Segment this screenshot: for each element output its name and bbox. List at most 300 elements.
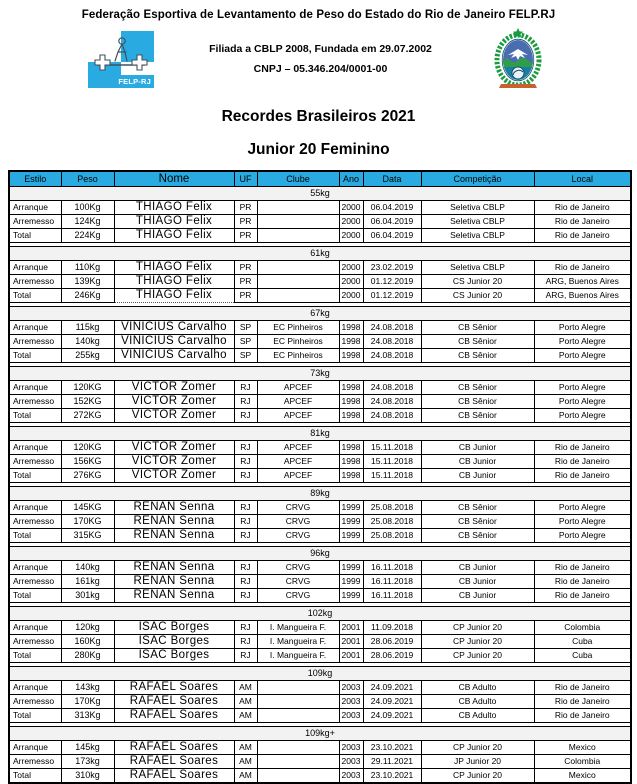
cell-uf: RJ xyxy=(234,469,257,483)
cell-peso: 143kg xyxy=(61,681,114,695)
cell-nome: VICTOR Zomer xyxy=(114,395,234,409)
category-row xyxy=(9,247,631,261)
cell-clube xyxy=(257,289,339,303)
cell-estilo: Arranque xyxy=(9,441,61,455)
cell-uf: PR xyxy=(234,201,257,215)
cell-estilo: Arremesso xyxy=(9,335,61,349)
cell-uf: RJ xyxy=(234,501,257,515)
cell-clube xyxy=(257,709,339,723)
cell-data: 01.12.2019 xyxy=(363,275,421,289)
cell-uf: PR xyxy=(234,215,257,229)
cell-clube: APCEF xyxy=(257,469,339,483)
cell-ano: 1998 xyxy=(339,395,363,409)
column-header-competicao: Competição xyxy=(421,171,534,187)
page-title: Recordes Brasileiros 2021 xyxy=(221,108,416,125)
cell-estilo: Total xyxy=(9,529,61,543)
cell-local: ARG, Buenos Aires xyxy=(534,289,631,303)
cell-data: 06.04.2019 xyxy=(363,201,421,215)
cell-peso: 140kg xyxy=(61,561,114,575)
cell-clube xyxy=(257,275,339,289)
cell-uf: AM xyxy=(234,709,257,723)
cell-estilo: Total xyxy=(9,469,61,483)
cell-competicao: CB Junior xyxy=(421,561,534,575)
cell-data: 25.08.2018 xyxy=(363,515,421,529)
cell-ano: 1999 xyxy=(339,529,363,543)
category-row xyxy=(9,427,631,441)
cell-ano: 2000 xyxy=(339,261,363,275)
record-row xyxy=(9,621,631,635)
cell-competicao: CP Junior 20 xyxy=(421,621,534,635)
cell-data: 28.06.2019 xyxy=(363,635,421,649)
category-label: 81kg xyxy=(9,427,631,441)
category-row xyxy=(9,367,631,381)
cell-peso: 145KG xyxy=(61,501,114,515)
cell-ano: 1998 xyxy=(339,455,363,469)
category-row xyxy=(9,547,631,561)
cell-uf: SP xyxy=(234,349,257,363)
cell-clube: I. Mangueira F. xyxy=(257,635,339,649)
cell-clube: CRVG xyxy=(257,529,339,543)
cell-peso: 255kg xyxy=(61,349,114,363)
cell-clube: CRVG xyxy=(257,589,339,603)
cell-data: 16.11.2018 xyxy=(363,589,421,603)
cell-clube: CRVG xyxy=(257,575,339,589)
cell-local: Rio de Janeiro xyxy=(534,261,631,275)
record-row xyxy=(9,755,631,769)
cell-peso: 160Kg xyxy=(61,635,114,649)
cell-nome: RENAN Senna xyxy=(114,589,234,603)
cell-peso: 120KG xyxy=(61,381,114,395)
cell-nome: RENAN Senna xyxy=(114,561,234,575)
category-label: 109kg xyxy=(9,667,631,681)
record-row xyxy=(9,261,631,275)
record-row xyxy=(9,529,631,543)
cell-data: 24.09.2021 xyxy=(363,695,421,709)
cell-ano: 1998 xyxy=(339,321,363,335)
cell-local: Rio de Janeiro xyxy=(534,201,631,215)
cell-nome: VINICIUS Carvalho xyxy=(114,335,234,349)
cell-ano: 2003 xyxy=(339,769,363,784)
cell-ano: 1998 xyxy=(339,441,363,455)
category-label: 67kg xyxy=(9,307,631,321)
cnpj-line: CNPJ – 05.346.204/0001-00 xyxy=(253,63,388,75)
cell-estilo: Total xyxy=(9,349,61,363)
category-label: 96kg xyxy=(9,547,631,561)
cell-estilo: Arranque xyxy=(9,201,61,215)
column-header-clube: Clube xyxy=(257,171,339,187)
cell-nome: RAFAEL Soares xyxy=(114,741,234,755)
cell-nome: THIAGO Felix xyxy=(114,275,234,289)
cell-competicao: CP Junior 20 xyxy=(421,741,534,755)
cell-local: Rio de Janeiro xyxy=(534,561,631,575)
cell-ano: 1999 xyxy=(339,515,363,529)
cell-nome: RAFAEL Soares xyxy=(114,709,234,723)
cell-nome: RAFAEL Soares xyxy=(114,755,234,769)
cell-local: Mexico xyxy=(534,741,631,755)
cell-nome: ISAC Borges xyxy=(114,621,234,635)
cell-peso: 173kg xyxy=(61,755,114,769)
record-row xyxy=(9,501,631,515)
cell-uf: PR xyxy=(234,275,257,289)
cell-data: 24.08.2018 xyxy=(363,381,421,395)
cell-data: 15.11.2018 xyxy=(363,469,421,483)
cell-competicao: CB Sênior xyxy=(421,381,534,395)
cell-peso: 170KG xyxy=(61,515,114,529)
cell-data: 15.11.2018 xyxy=(363,441,421,455)
record-row xyxy=(9,575,631,589)
cell-uf: RJ xyxy=(234,635,257,649)
column-header-peso: Peso xyxy=(61,171,114,187)
cell-clube: CRVG xyxy=(257,501,339,515)
cell-nome: VICTOR Zomer xyxy=(114,469,234,483)
cell-competicao: JP Junior 20 xyxy=(421,755,534,769)
felp-rj-logo xyxy=(88,31,154,88)
cell-estilo: Arranque xyxy=(9,321,61,335)
cell-data: 29.11.2021 xyxy=(363,755,421,769)
cell-clube: APCEF xyxy=(257,409,339,423)
cell-nome: RAFAEL Soares xyxy=(114,681,234,695)
cell-competicao: CP Junior 20 xyxy=(421,769,534,784)
cell-nome: VICTOR Zomer xyxy=(114,441,234,455)
record-row xyxy=(9,441,631,455)
cell-estilo: Arremesso xyxy=(9,755,61,769)
cell-peso: 315KG xyxy=(61,529,114,543)
cell-local: Cuba xyxy=(534,649,631,663)
cell-uf: RJ xyxy=(234,529,257,543)
cell-data: 15.11.2018 xyxy=(363,455,421,469)
cell-ano: 2001 xyxy=(339,621,363,635)
cell-data: 06.04.2019 xyxy=(363,215,421,229)
record-row xyxy=(9,335,631,349)
record-row xyxy=(9,275,631,289)
cell-ano: 1998 xyxy=(339,381,363,395)
column-header-nome: Nome xyxy=(114,171,234,187)
cell-estilo: Arranque xyxy=(9,681,61,695)
cell-local: Porto Alegre xyxy=(534,395,631,409)
cell-local: Porto Alegre xyxy=(534,501,631,515)
cell-peso: 139Kg xyxy=(61,275,114,289)
cell-uf: RJ xyxy=(234,455,257,469)
cell-peso: 152KG xyxy=(61,395,114,409)
felp-logo-text: FELP-RJ xyxy=(114,75,154,88)
cell-nome: RENAN Senna xyxy=(114,529,234,543)
category-row xyxy=(9,607,631,621)
cell-competicao: CS Junior 20 xyxy=(421,289,534,303)
cell-clube: APCEF xyxy=(257,441,339,455)
cell-clube: CRVG xyxy=(257,561,339,575)
record-row xyxy=(9,741,631,755)
page-subtitle: Junior 20 Feminino xyxy=(247,141,390,158)
cell-ano: 1999 xyxy=(339,501,363,515)
column-header-estilo: Estilo xyxy=(9,171,61,187)
cell-competicao: CB Junior xyxy=(421,455,534,469)
cell-data: 25.08.2018 xyxy=(363,529,421,543)
cell-clube xyxy=(257,261,339,275)
cell-data: 25.08.2018 xyxy=(363,501,421,515)
cell-nome: THIAGO Felix xyxy=(114,201,234,215)
cell-ano: 2003 xyxy=(339,741,363,755)
cell-clube: I. Mangueira F. xyxy=(257,649,339,663)
cell-local: Porto Alegre xyxy=(534,515,631,529)
cell-clube xyxy=(257,681,339,695)
cell-ano: 2000 xyxy=(339,229,363,243)
category-label: 109kg+ xyxy=(9,727,631,741)
cell-ano: 2000 xyxy=(339,201,363,215)
cell-competicao: CP Junior 20 xyxy=(421,649,534,663)
record-row xyxy=(9,349,631,363)
cell-uf: SP xyxy=(234,335,257,349)
cell-peso: 276KG xyxy=(61,469,114,483)
category-label: 61kg xyxy=(9,247,631,261)
cell-estilo: Total xyxy=(9,289,61,303)
cell-uf: RJ xyxy=(234,575,257,589)
cell-local: Rio de Janeiro xyxy=(534,681,631,695)
cell-ano: 1999 xyxy=(339,575,363,589)
cell-uf: RJ xyxy=(234,395,257,409)
cell-local: Rio de Janeiro xyxy=(534,469,631,483)
cell-peso: 313Kg xyxy=(61,709,114,723)
cell-uf: RJ xyxy=(234,381,257,395)
cell-estilo: Arremesso xyxy=(9,575,61,589)
cell-data: 24.08.2018 xyxy=(363,349,421,363)
cell-uf: RJ xyxy=(234,441,257,455)
record-row xyxy=(9,769,631,784)
table-header-row xyxy=(9,171,631,187)
cell-peso: 140kg xyxy=(61,335,114,349)
cell-competicao: CB Sênior xyxy=(421,349,534,363)
cell-peso: 272KG xyxy=(61,409,114,423)
record-row xyxy=(9,321,631,335)
cell-nome: VINICIUS Carvalho xyxy=(114,321,234,335)
cell-clube xyxy=(257,201,339,215)
records-table xyxy=(8,170,632,784)
cell-competicao: CB Junior xyxy=(421,441,534,455)
cell-uf: SP xyxy=(234,321,257,335)
cell-estilo: Arremesso xyxy=(9,515,61,529)
cell-data: 01.12.2019 xyxy=(363,289,421,303)
cell-estilo: Total xyxy=(9,649,61,663)
cell-local: Porto Alegre xyxy=(534,335,631,349)
cell-uf: RJ xyxy=(234,409,257,423)
cell-data: 24.08.2018 xyxy=(363,395,421,409)
cell-peso: 280Kg xyxy=(61,649,114,663)
cell-peso: 170Kg xyxy=(61,695,114,709)
cell-nome: RAFAEL Soares xyxy=(114,695,234,709)
cell-peso: 310kg xyxy=(61,769,114,784)
category-label: 73kg xyxy=(9,367,631,381)
cell-data: 23.10.2021 xyxy=(363,741,421,755)
cell-competicao: CP Junior 20 xyxy=(421,635,534,649)
affiliation-line: Filiada a CBLP 2008, Fundada em 29.07.2002 xyxy=(209,43,432,55)
cell-nome: RENAN Senna xyxy=(114,501,234,515)
cell-local: Porto Alegre xyxy=(534,409,631,423)
cell-competicao: CS Junior 20 xyxy=(421,275,534,289)
cell-clube xyxy=(257,215,339,229)
record-row xyxy=(9,201,631,215)
cell-estilo: Total xyxy=(9,409,61,423)
record-row xyxy=(9,635,631,649)
cell-ano: 2000 xyxy=(339,215,363,229)
cell-uf: AM xyxy=(234,741,257,755)
cell-ano: 1998 xyxy=(339,409,363,423)
cell-peso: 120kg xyxy=(61,621,114,635)
cell-estilo: Arremesso xyxy=(9,635,61,649)
cell-estilo: Total xyxy=(9,229,61,243)
record-row xyxy=(9,695,631,709)
cell-ano: 2003 xyxy=(339,755,363,769)
cell-peso: 110Kg xyxy=(61,261,114,275)
cell-ano: 1998 xyxy=(339,335,363,349)
cell-local: Colombia xyxy=(534,755,631,769)
cell-clube: APCEF xyxy=(257,455,339,469)
cell-local: Colombia xyxy=(534,621,631,635)
cell-nome: THIAGO Felix xyxy=(114,229,234,243)
cell-competicao: CB Sênior xyxy=(421,515,534,529)
cell-clube: CRVG xyxy=(257,515,339,529)
cell-ano: 1999 xyxy=(339,589,363,603)
organization-title: Federação Esportiva de Levantamento de Peso do Estado do Rio de Janeiro FELP.RJ xyxy=(81,9,556,21)
cell-nome: VICTOR Zomer xyxy=(114,409,234,423)
record-row xyxy=(9,469,631,483)
column-header-data: Data xyxy=(363,171,421,187)
cell-uf: AM xyxy=(234,681,257,695)
cell-estilo: Total xyxy=(9,769,61,784)
cell-ano: 2003 xyxy=(339,695,363,709)
cell-peso: 115kg xyxy=(61,321,114,335)
cell-data: 24.08.2018 xyxy=(363,409,421,423)
cell-clube: EC Pinheiros xyxy=(257,335,339,349)
record-row xyxy=(9,649,631,663)
cell-data: 24.09.2021 xyxy=(363,681,421,695)
cell-uf: RJ xyxy=(234,589,257,603)
cell-nome: VINICIUS Carvalho xyxy=(114,349,234,363)
cell-estilo: Total xyxy=(9,709,61,723)
cell-data: 28.06.2019 xyxy=(363,649,421,663)
cell-clube xyxy=(257,741,339,755)
cell-competicao: CB Junior xyxy=(421,589,534,603)
cell-local: Rio de Janeiro xyxy=(534,575,631,589)
category-row xyxy=(9,487,631,501)
category-label: 102kg xyxy=(9,607,631,621)
cell-clube xyxy=(257,769,339,784)
cell-estilo: Arranque xyxy=(9,381,61,395)
cell-data: 11.09.2018 xyxy=(363,621,421,635)
column-header-uf: UF xyxy=(234,171,257,187)
cell-ano: 2000 xyxy=(339,275,363,289)
cell-nome: ISAC Borges xyxy=(114,649,234,663)
cell-peso: 145kg xyxy=(61,741,114,755)
cell-local: Rio de Janeiro xyxy=(534,441,631,455)
cell-clube: I. Mangueira F. xyxy=(257,621,339,635)
record-row xyxy=(9,289,631,303)
cell-peso: 120KG xyxy=(61,441,114,455)
cell-local: Porto Alegre xyxy=(534,381,631,395)
cell-clube: APCEF xyxy=(257,395,339,409)
cell-data: 24.09.2021 xyxy=(363,709,421,723)
cell-competicao: CB Sênior xyxy=(421,409,534,423)
cell-local: Cuba xyxy=(534,635,631,649)
document-header xyxy=(0,21,637,92)
cell-competicao: Seletiva CBLP xyxy=(421,201,534,215)
cell-data: 23.02.2019 xyxy=(363,261,421,275)
record-row xyxy=(9,709,631,723)
cell-nome: VICTOR Zomer xyxy=(114,455,234,469)
cell-ano: 1998 xyxy=(339,469,363,483)
cell-clube: APCEF xyxy=(257,381,339,395)
category-label: 89kg xyxy=(9,487,631,501)
cell-uf: PR xyxy=(234,229,257,243)
cell-uf: PR xyxy=(234,261,257,275)
cell-competicao: CB Sênior xyxy=(421,529,534,543)
cell-peso: 246Kg xyxy=(61,289,114,303)
category-row xyxy=(9,667,631,681)
cell-competicao: Seletiva CBLP xyxy=(421,261,534,275)
cell-nome: RENAN Senna xyxy=(114,575,234,589)
cell-estilo: Arremesso xyxy=(9,455,61,469)
cell-estilo: Arranque xyxy=(9,561,61,575)
cell-nome: THIAGO Felix xyxy=(114,289,234,303)
record-row xyxy=(9,589,631,603)
cell-competicao: CB Sênior xyxy=(421,321,534,335)
cell-estilo: Arremesso xyxy=(9,395,61,409)
cell-ano: 1999 xyxy=(339,561,363,575)
cell-peso: 100Kg xyxy=(61,201,114,215)
cell-competicao: CB Junior xyxy=(421,469,534,483)
cell-local: Rio de Janeiro xyxy=(534,589,631,603)
cell-competicao: CB Sênior xyxy=(421,501,534,515)
cell-competicao: CB Sênior xyxy=(421,395,534,409)
cell-data: 23.10.2021 xyxy=(363,769,421,784)
cell-estilo: Arremesso xyxy=(9,275,61,289)
record-row xyxy=(9,215,631,229)
cell-peso: 224Kg xyxy=(61,229,114,243)
cell-ano: 2000 xyxy=(339,289,363,303)
cell-estilo: Arranque xyxy=(9,501,61,515)
cell-competicao: Seletiva CBLP xyxy=(421,229,534,243)
category-row xyxy=(9,307,631,321)
cell-data: 16.11.2018 xyxy=(363,561,421,575)
cell-peso: 156KG xyxy=(61,455,114,469)
cell-data: 06.04.2019 xyxy=(363,229,421,243)
cell-uf: AM xyxy=(234,755,257,769)
cell-estilo: Total xyxy=(9,589,61,603)
cell-peso: 161kg xyxy=(61,575,114,589)
cell-uf: RJ xyxy=(234,515,257,529)
cell-estilo: Arranque xyxy=(9,741,61,755)
cell-uf: RJ xyxy=(234,561,257,575)
cell-local: Rio de Janeiro xyxy=(534,709,631,723)
cell-uf: RJ xyxy=(234,621,257,635)
record-row xyxy=(9,409,631,423)
cell-data: 16.11.2018 xyxy=(363,575,421,589)
cell-competicao: Seletiva CBLP xyxy=(421,215,534,229)
cell-uf: AM xyxy=(234,695,257,709)
category-row xyxy=(9,727,631,741)
cell-clube xyxy=(257,695,339,709)
cell-local: Rio de Janeiro xyxy=(534,455,631,469)
cell-nome: VICTOR Zomer xyxy=(114,381,234,395)
rio-de-janeiro-coat-of-arms-icon xyxy=(487,27,549,91)
category-row xyxy=(9,187,631,201)
cell-clube: EC Pinheiros xyxy=(257,321,339,335)
cell-local: Porto Alegre xyxy=(534,529,631,543)
cell-local: Rio de Janeiro xyxy=(534,215,631,229)
cell-competicao: CB Sênior xyxy=(421,335,534,349)
record-row xyxy=(9,515,631,529)
cell-clube: EC Pinheiros xyxy=(257,349,339,363)
cell-local: ARG, Buenos Aires xyxy=(534,275,631,289)
record-row xyxy=(9,561,631,575)
